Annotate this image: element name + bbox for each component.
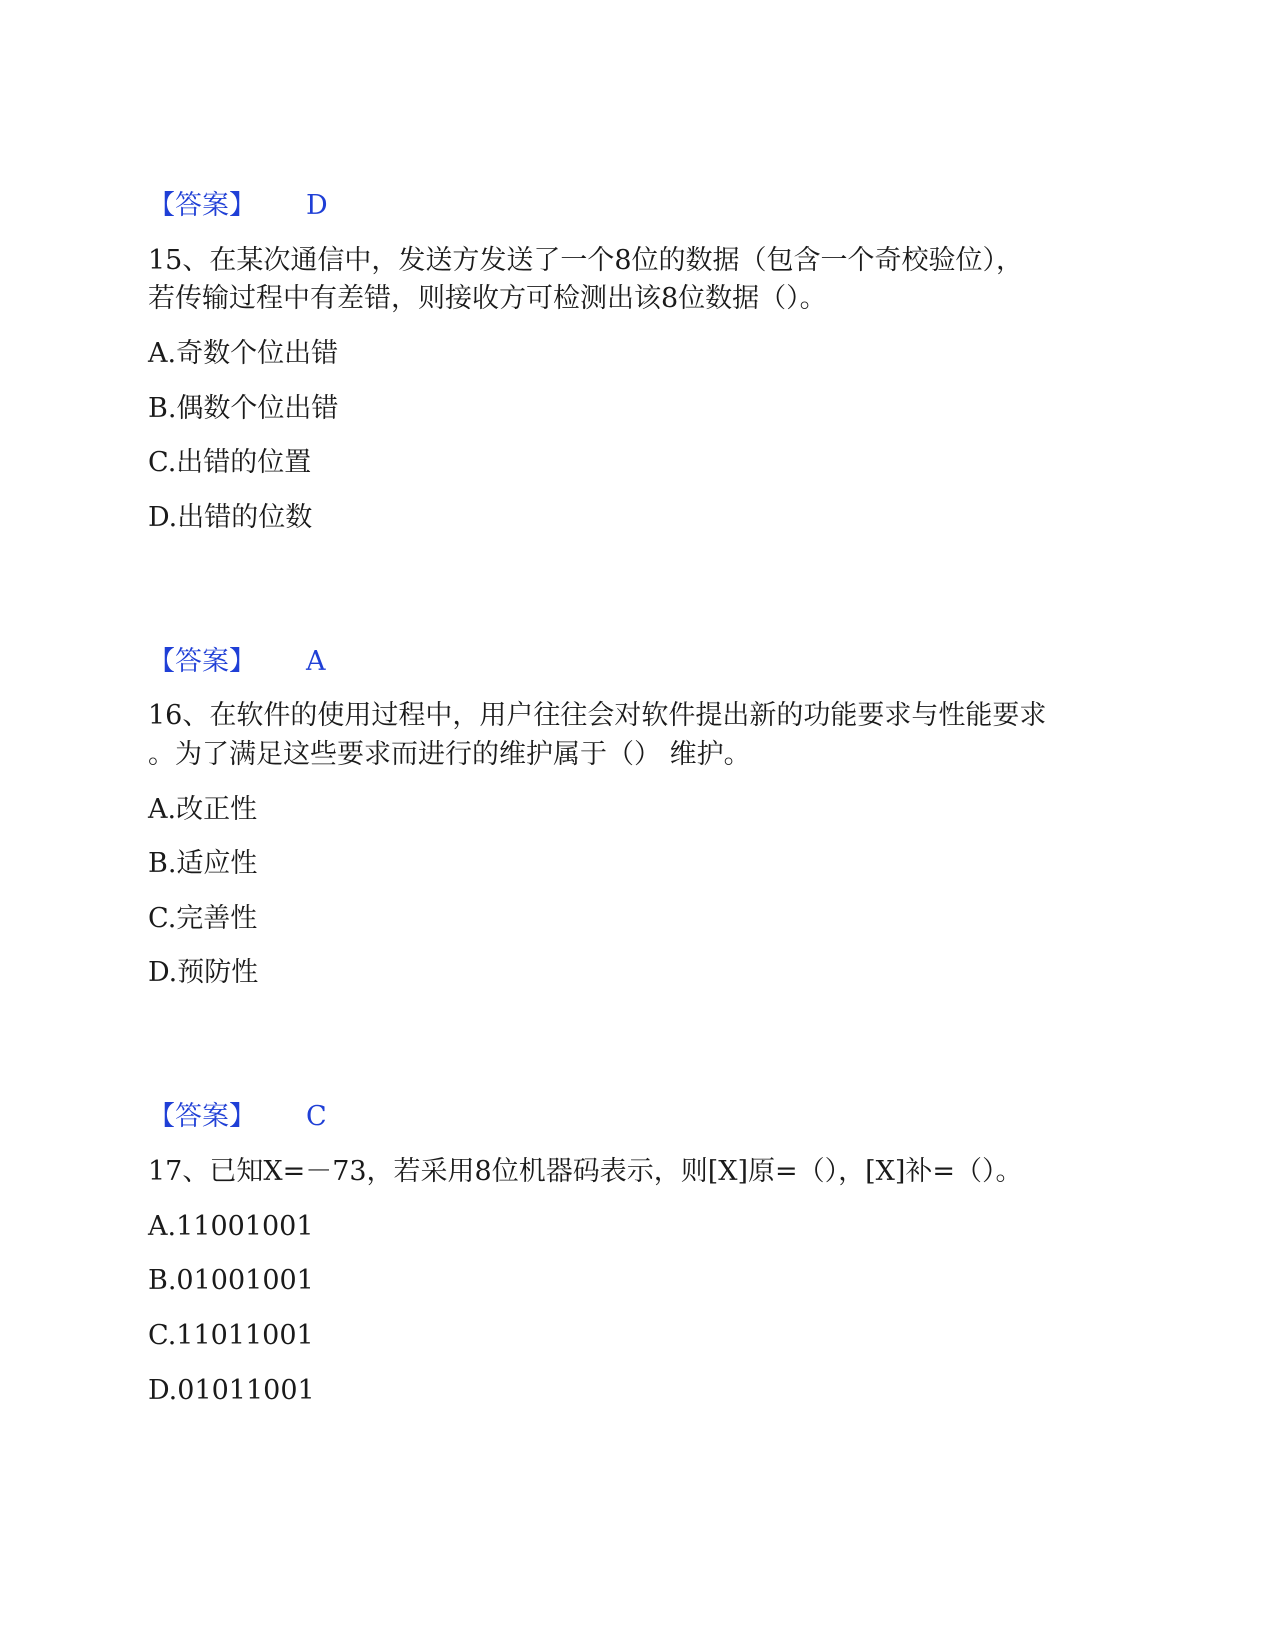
question-15-line-2: 若传输过程中有差错，则接收方可检测出该8位数据（）。 xyxy=(148,283,827,314)
answer-line-2 xyxy=(148,646,326,678)
option-16-a: A.改正性 xyxy=(148,794,258,825)
option-17-d: D.01011001 xyxy=(148,1375,315,1406)
question-17-line-1: 17、已知X=－73，若采用8位机器码表示，则[X]原=（），[X]补=（）。 xyxy=(148,1156,1023,1187)
option-17-b: B.01001001 xyxy=(148,1265,314,1296)
answer-value: D xyxy=(306,190,328,221)
answer-label: 【答案】 xyxy=(148,1101,256,1132)
option-17-a: A.11001001 xyxy=(148,1211,314,1242)
answer-label: 【答案】 xyxy=(148,646,256,677)
question-15-line-1: 15、在某次通信中，发送方发送了一个8位的数据（包含一个奇校验位）， xyxy=(148,245,1024,276)
option-15-b: B.偶数个位出错 xyxy=(148,393,339,424)
option-15-c: C.出错的位置 xyxy=(148,447,312,478)
answer-line-1 xyxy=(148,190,328,222)
option-16-b: B.适应性 xyxy=(148,848,258,879)
answer-line-3 xyxy=(148,1101,327,1133)
answer-value: A xyxy=(306,646,326,677)
option-15-a: A.奇数个位出错 xyxy=(148,338,339,369)
option-17-c: C.11011001 xyxy=(148,1320,314,1351)
question-16-line-1: 16、在软件的使用过程中，用户往往会对软件提出新的功能要求与性能要求 xyxy=(148,700,1047,731)
option-16-c: C.完善性 xyxy=(148,903,258,934)
answer-label: 【答案】 xyxy=(148,190,256,221)
answer-value: C xyxy=(306,1101,327,1132)
question-16-line-2: 。为了满足这些要求而进行的维护属于（） 维护。 xyxy=(148,739,751,770)
option-16-d: D.预防性 xyxy=(148,957,259,988)
option-15-d: D.出错的位数 xyxy=(148,502,313,533)
